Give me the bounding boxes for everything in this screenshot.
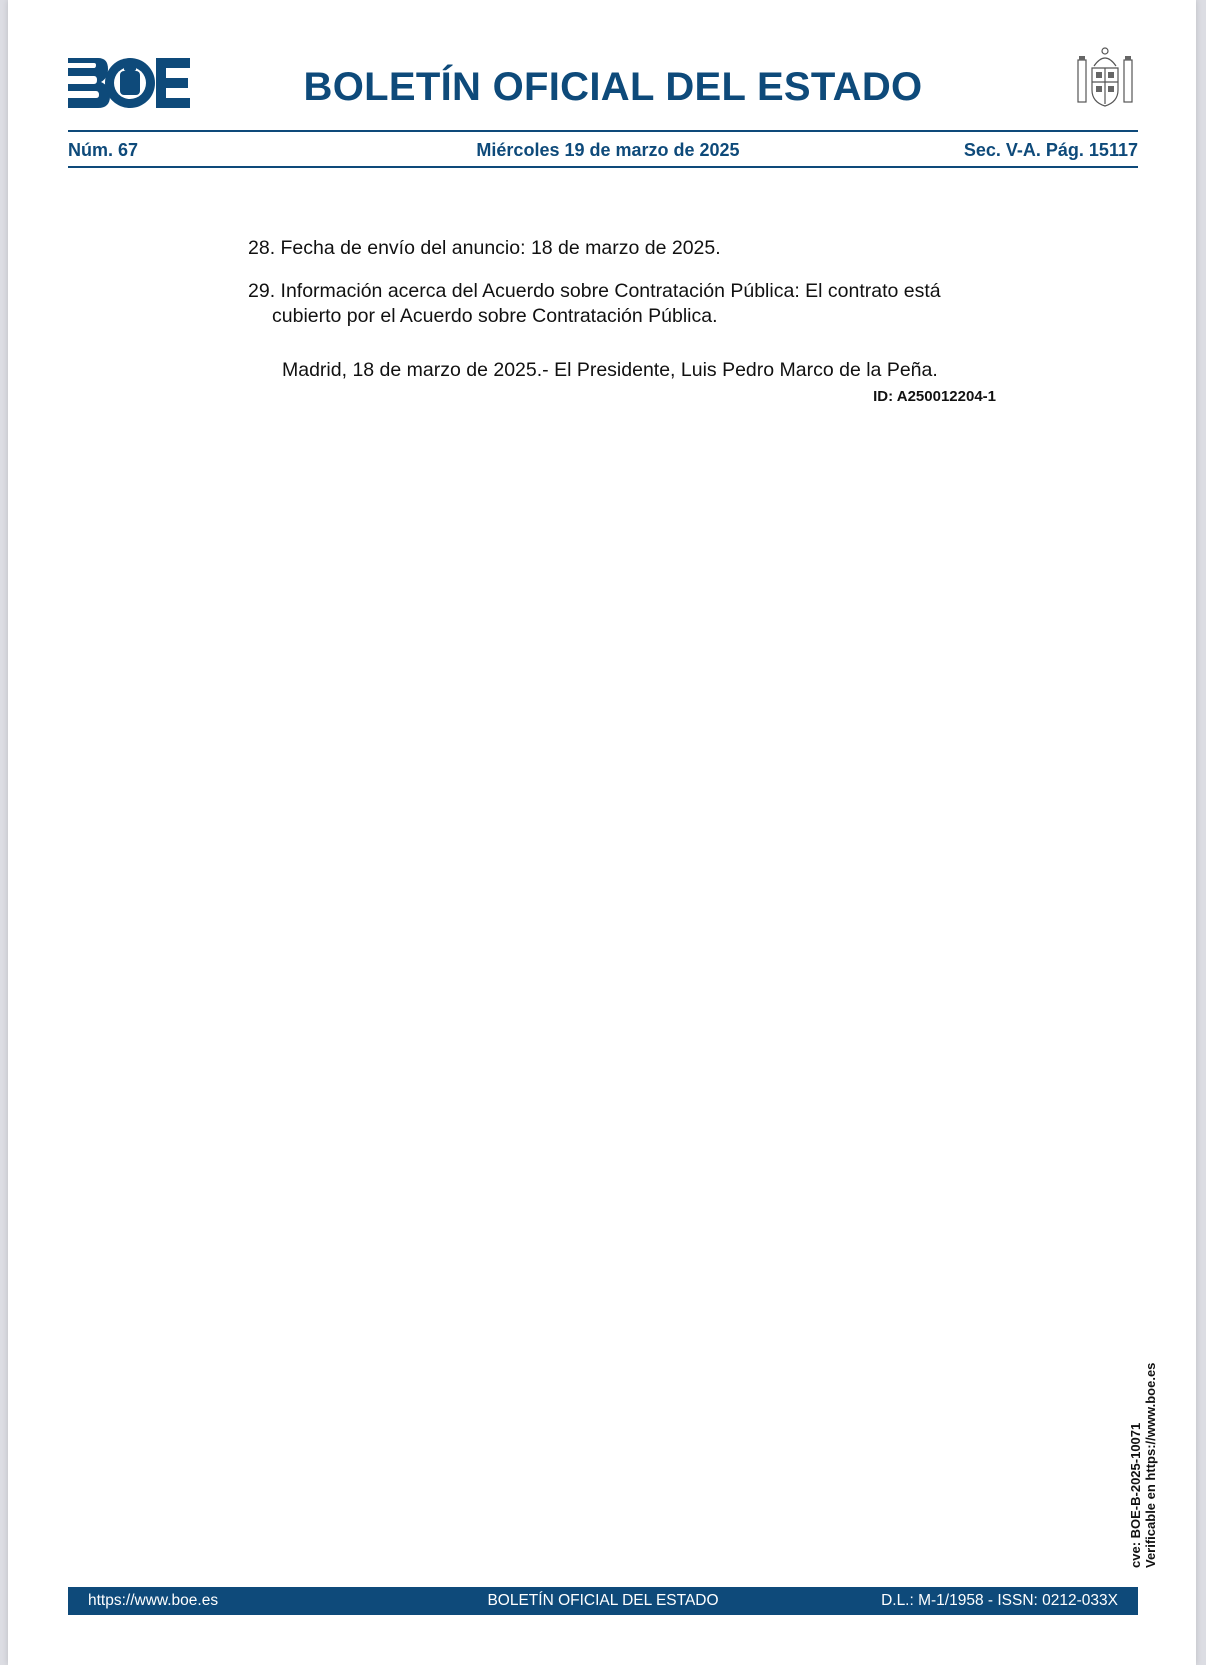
footer-url[interactable]: https://www.boe.es (88, 1592, 219, 1609)
bulletin-title: BOLETÍN OFICIAL DEL ESTADO (303, 65, 923, 109)
issue-number: Núm. 67 (68, 140, 139, 160)
footer-legal: D.L.: M-1/1958 - ISSN: 0212-033X (881, 1592, 1118, 1609)
signature-line: Madrid, 18 de marzo de 2025.- El Presidente, Luis Pedro Marco de la Peña. (282, 359, 938, 381)
verification-sidebar (1128, 1338, 1158, 1568)
issue-date: Miércoles 19 de marzo de 2025 (476, 140, 740, 160)
item-28: 28. Fecha de envío del anuncio: 18 de marzo de 2025. (248, 237, 721, 259)
document-page (8, 0, 1196, 1665)
header-rule-bottom (68, 166, 1138, 168)
verification-url: Verificable en https://www.boe.es (1143, 1362, 1158, 1568)
item-29-line1: 29. Información acerca del Acuerdo sobre Contratación Pública: El contrato está (248, 280, 941, 302)
document-id: ID: A250012204-1 (873, 388, 996, 405)
boe-logo (68, 58, 190, 108)
footer-title: BOLETÍN OFICIAL DEL ESTADO (487, 1592, 719, 1609)
item-29-line2: cubierto por el Acuerdo sobre Contratación Pública. (272, 305, 718, 327)
section-page: Sec. V-A. Pág. 15117 (963, 140, 1138, 160)
footer-bar (68, 1587, 1138, 1615)
header-rule-top (68, 130, 1138, 132)
item-29 (248, 279, 996, 329)
cve-code: cve: BOE-B-2025-10071 (1128, 1422, 1143, 1568)
coat-of-arms-icon (1076, 46, 1134, 110)
